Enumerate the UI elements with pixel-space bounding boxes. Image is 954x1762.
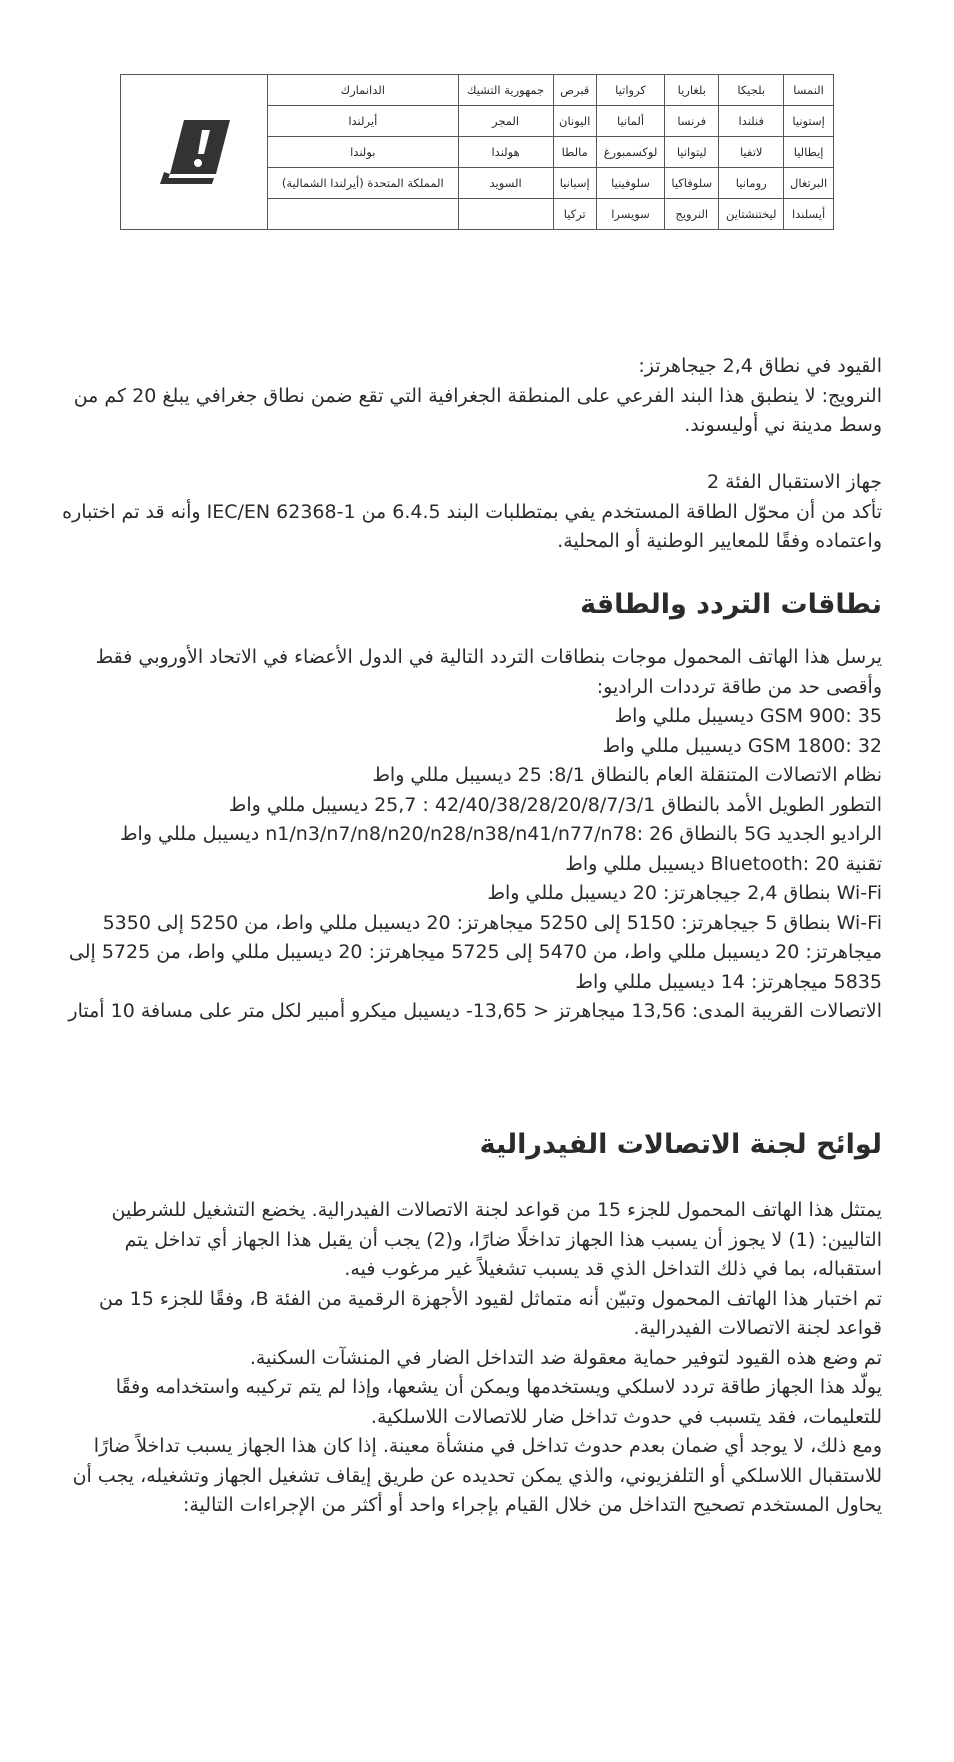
band-line: GSM 900: 35 ديسيبل مللي واط [614,705,882,727]
restrictions-title: القيود في نطاق 2,4 جيجاهرتز: [638,355,882,377]
restrictions-body: النرويج: لا ينطبق هذا البند الفرعي على المنطقة الجغرافية التي تقع ضمن نطاق جغرافي يبلغ 20 كم من وسط مدينة ني أوليسوند. [73,384,882,436]
receiver-title: جهاز الاستقبال الفئة 2 [707,471,882,493]
table-cell: إسبانيا [553,168,596,199]
table-cell: السويد [458,168,553,199]
fcc-section [60,1196,882,1521]
table-cell: الدانمارك [268,75,459,106]
fcc-paragraph: تم وضع هذه القيود لتوفير حماية معقولة ضد التداخل الضار في المنشآت السكنية. [249,1346,882,1369]
receiver-body: تأكد من أن محوّل الطاقة المستخدم يفي بمتطلبات البند 6.4.5 من IEC/EN 62368-1 وأنه قد تم اختباره واعتماده وفقًا للمعايير الوطنية أو المحلية. [62,500,882,552]
countries-table [120,74,834,230]
table-cell: بلغاريا [665,75,719,106]
table-cell: أيرلندا [268,106,459,137]
table-cell: ألمانيا [596,106,664,137]
table-cell: النرويج [665,199,719,230]
table-cell: إستونيا [784,106,834,137]
table-cell: البرتغال [784,168,834,199]
fcc-heading: لوائح لجنة الاتصالات الفيدرالية [479,1129,882,1160]
band-line: تقنية Bluetooth: 20 ديسيبل مللي واط [565,852,882,875]
table-cell: رومانيا [719,168,784,199]
band-line: GSM 1800: 32 ديسيبل مللي واط [602,734,882,757]
restrictions-section [60,352,882,441]
table-cell: سلوفينيا [596,168,664,199]
fcc-paragraph: يولّد هذا الجهاز طاقة تردد لاسلكي ويستخدمها ويمكن أن يشعها، وإذا لم يتم تركيبه واستخدامه وفقًا للتعليمات، فقد يتسبب في حدوث تداخل ضار للاتصالات اللاسلكية. [115,1376,882,1428]
band-line: التطور الطويل الأمد بالنطاق 42/40/38/28/20/8/7/3/1 : 25,7 ديسيبل مللي واط [228,793,882,816]
table-cell: فرنسا [665,106,719,137]
table-cell [268,199,459,230]
table-cell: جمهورية التشيك [458,75,553,106]
band-line: Wi-Fi بنطاق 5 جيجاهرتز: 5150 إلى 5250 ميجاهرتز: 20 ديسيبل مللي واط، من 5250 إلى 5350 ميجاهرتز: 20 ديسيبل مللي واط، من 5470 إلى 5725 ميجاهرتز: 20 ديسيبل مللي واط، من 5725 إلى 5835 ميجاهرتز: 14 ديسيبل مللي واط [68,911,882,993]
band-line: Wi-Fi بنطاق 2,4 جيجاهرتز: 20 ديسيبل مللي واط [487,882,882,904]
band-line: الراديو الجديد 5G بالنطاق n1/n3/n7/n8/n20/n28/n38/n41/n77/n78: 26 ديسيبل مللي واط [119,823,882,845]
warning-icon-cell [121,75,268,230]
table-cell: سويسرا [596,199,664,230]
table-cell: تركيا [553,199,596,230]
table-cell: اليونان [553,106,596,137]
table-cell: المملكة المتحدة (أيرلندا الشمالية) [268,168,459,199]
bands-section [60,643,882,1027]
bands-intro: يرسل هذا الهاتف المحمول موجات بنطاقات التردد التالية في الدول الأعضاء في الاتحاد الأوروبي فقط وأقصى حد من طاقة ترددات الراديو: [95,646,882,698]
table-cell: قبرص [553,75,596,106]
table-cell: سلوفاكيا [665,168,719,199]
table-cell: بولندا [268,137,459,168]
table-row [121,75,834,106]
table-cell: هولندا [458,137,553,168]
table-cell: ليختنشتاين [719,199,784,230]
receiver-section [60,468,882,557]
table-cell: لوكسمبورغ [596,137,664,168]
fcc-paragraph: تم اختبار هذا الهاتف المحمول وتبيّن أنه متماثل لقيود الأجهزة الرقمية من الفئة B، وفقًا للجزء 15 من قواعد لجنة الاتصالات الفيدرالية. [98,1287,882,1339]
table-cell: ليتوانيا [665,137,719,168]
bands-heading: نطاقات التردد والطاقة [580,589,882,620]
table-cell: النمسا [784,75,834,106]
table-cell: بلجيكا [719,75,784,106]
table-cell: كرواتيا [596,75,664,106]
band-line: نظام الاتصالات المتنقلة العام بالنطاق 8/1: 25 ديسيبل مللي واط [372,764,882,786]
fcc-paragraph: ومع ذلك، لا يوجد أي ضمان بعدم حدوث تداخل في منشأة معينة. إذا كان هذا الجهاز يسبب تداخلاً ضارًا للاستقبال اللاسلكي أو التلفزيوني، والذي يمكن تحديده عن طريق إيقاف تشغيل الجهاز وتشغيله، يجب أن يحاول المستخدم تصحيح التداخل من خلال القيام بإجراء واحد أو أكثر من الإجراءات التالية: [72,1435,882,1516]
warning-book-icon [154,114,234,190]
table-cell: فنلندا [719,106,784,137]
table-cell: المجر [458,106,553,137]
table-cell: أيسلندا [784,199,834,230]
table-cell: لاتفيا [719,137,784,168]
fcc-paragraph: يمتثل هذا الهاتف المحمول للجزء 15 من قواعد لجنة الاتصالات الفيدرالية. يخضع التشغيل للشرطين التاليين: (1) لا يجوز أن يسبب هذا الجهاز تداخلًا ضارًا، و(2) يجب أن يقبل هذا الجهاز أي تداخل يتم استقباله، بما في ذلك التداخل الذي قد يسبب تشغيلاً غير مرغوب فيه. [111,1199,882,1280]
table-cell [458,199,553,230]
document-page [60,0,882,1762]
table-cell: مالطا [553,137,596,168]
band-line: الاتصالات القريبة المدى: 13,56 ميجاهرتز < 13,65- ديسيبل ميكرو أمبير لكل متر على مسافة 10 أمتار [68,1000,882,1022]
table-cell: إيطاليا [784,137,834,168]
